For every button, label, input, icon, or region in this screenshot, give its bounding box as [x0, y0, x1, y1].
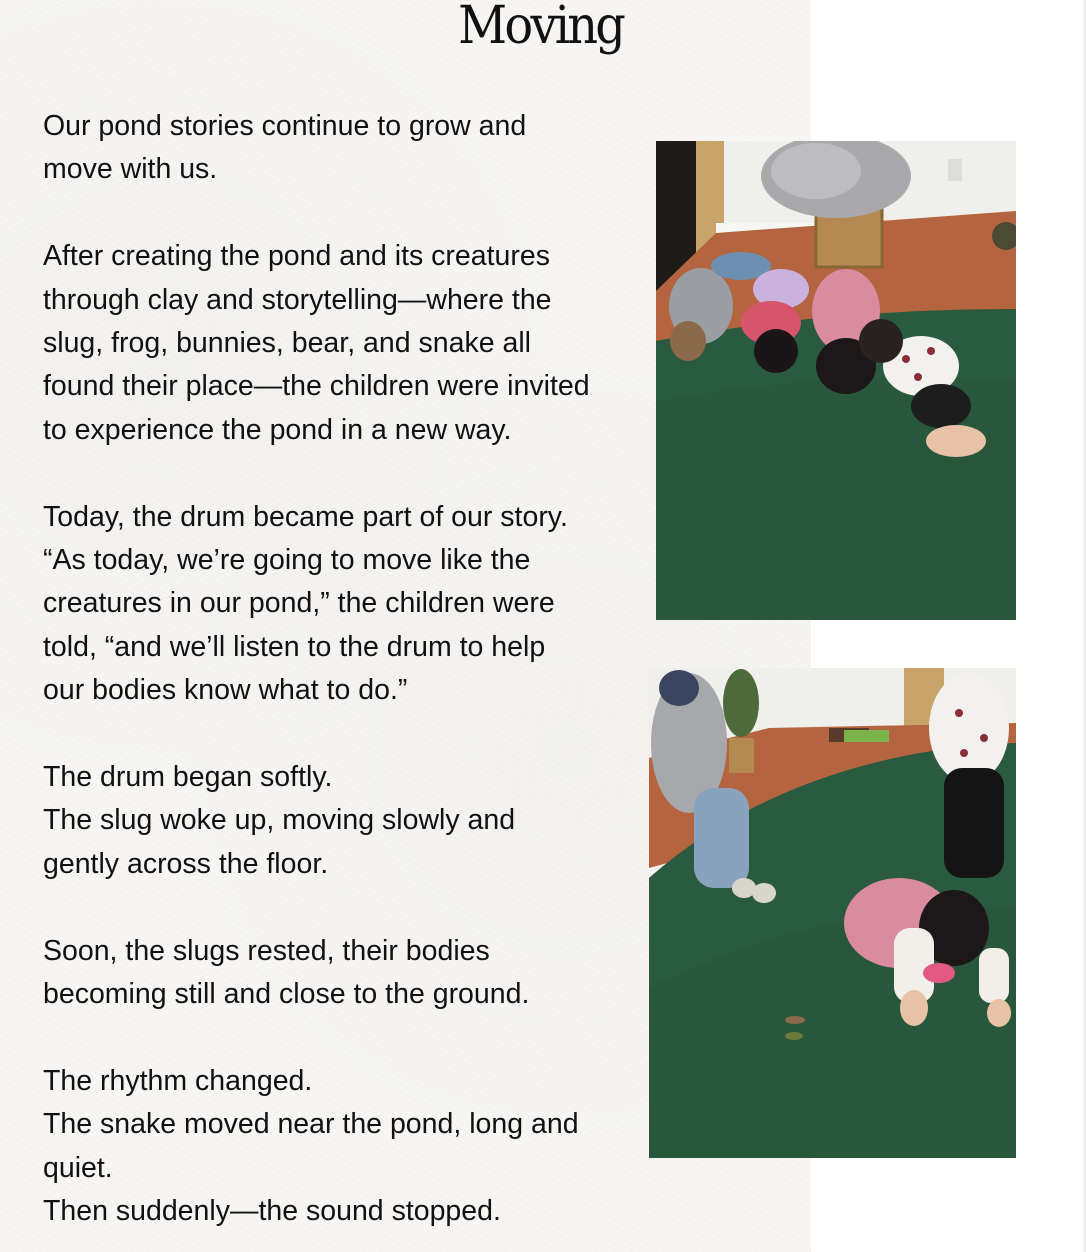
text-line: Today, the drum became part of our story.	[43, 500, 568, 533]
text-line: through clay and storytelling—where the	[43, 283, 552, 316]
paragraph	[43, 756, 663, 886]
text-line: The snake moved near the pond, long and	[43, 1108, 579, 1141]
page-title-text: Moving	[458, 0, 624, 56]
text-line: Soon, the slugs rested, their bodies	[43, 934, 490, 967]
text-line: gently across the floor.	[43, 847, 329, 880]
text-line: “As today, we’re going to move like the	[43, 544, 531, 577]
text-line: becoming still and close to the ground.	[43, 978, 530, 1011]
text-line: our bodies know what to do.”	[43, 674, 408, 707]
paragraph	[43, 105, 663, 192]
paragraph	[43, 496, 663, 713]
text-line: told, “and we’ll listen to the drum to help	[43, 630, 546, 663]
paragraph	[43, 1060, 663, 1234]
text-line: creatures in our pond,” the children were	[43, 587, 555, 620]
text-line: move with us.	[43, 153, 218, 186]
text-line: The slug woke up, moving slowly and	[43, 804, 516, 837]
text-line: After creating the pond and its creatures	[43, 240, 550, 273]
text-line: The rhythm changed.	[43, 1064, 313, 1097]
children-crawling-on-rug-photo	[649, 668, 1016, 1158]
body-text	[43, 105, 663, 1233]
text-line: Our pond stories continue to grow and	[43, 110, 527, 142]
paragraph	[43, 930, 663, 1017]
text-line: slug, frog, bunnies, bear, and snake all	[43, 327, 531, 360]
text-line: quiet.	[43, 1151, 113, 1184]
paragraph	[43, 235, 663, 452]
children-lying-on-rug-photo	[656, 141, 1016, 620]
page-edge	[1082, 0, 1086, 1252]
text-line: found their place—the children were invited	[43, 370, 590, 403]
text-line: to experience the pond in a new way.	[43, 413, 512, 446]
text-line: Then suddenly—the sound stopped.	[43, 1195, 501, 1228]
text-line: The drum began softly.	[43, 761, 333, 794]
page-title	[0, 0, 1086, 58]
